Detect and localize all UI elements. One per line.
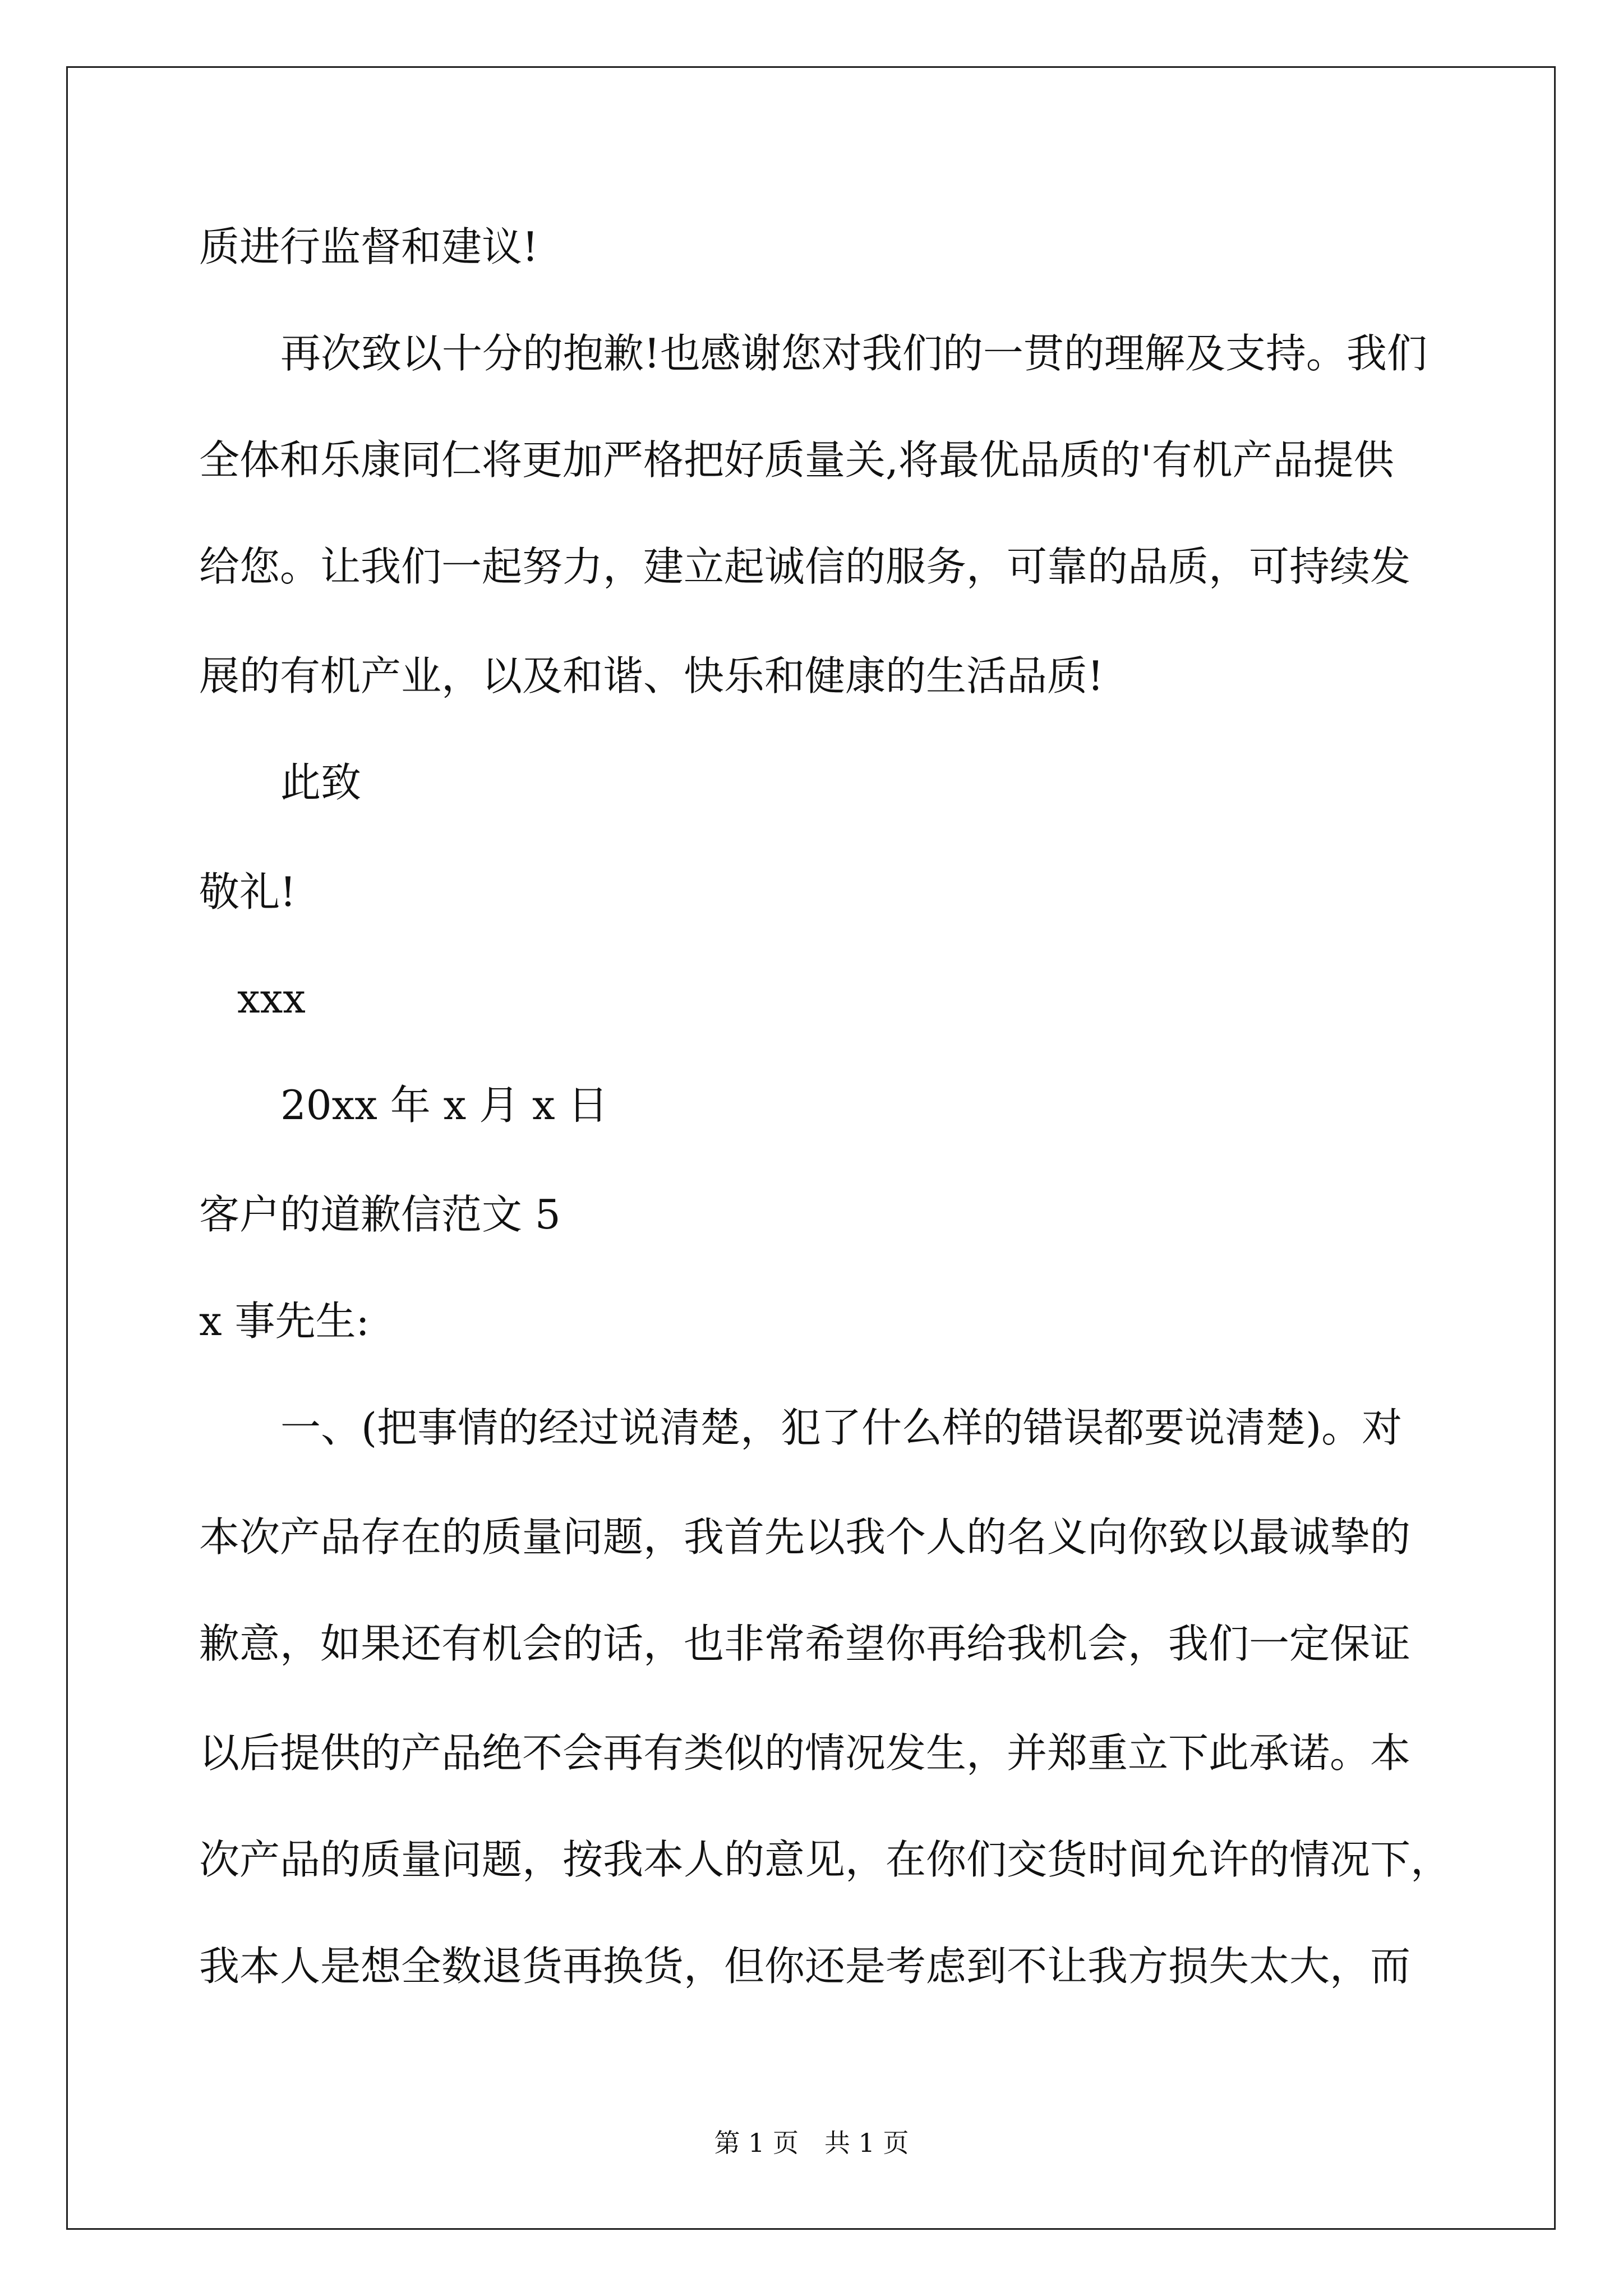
text-line-16: 次产品的质量问题，按我本人的意见，在你们交货时间允许的情况下， <box>199 1836 1451 1883</box>
page-border <box>66 66 1556 2230</box>
section-title: 客户的道歉信范文 5 <box>199 1191 561 1238</box>
closing-salutation: 此致 <box>280 759 362 806</box>
page-number-footer: 第 1 页 共 1 页 <box>714 2128 909 2158</box>
text-line-3: 全体和乐康同仁将更加严格把好质量关,将最优品质的'有机产品提供 <box>199 436 1394 484</box>
text-line-14: 歉意，如果还有机会的话，也非常希望你再给我机会，我们一定保证 <box>199 1620 1411 1667</box>
text-line-15: 以后提供的产品绝不会再有类似的情况发生，并郑重立下此承诺。本 <box>199 1729 1411 1777</box>
date-line: 20xx 年 x 月 x 日 <box>280 1082 608 1129</box>
signature: xxx <box>237 975 306 1022</box>
text-line-17: 我本人是想全数退货再换货，但你还是考虑到不让我方损失太大，而 <box>199 1943 1411 1990</box>
recipient-greeting: x 事先生: <box>199 1297 370 1345</box>
text-line-1: 质进行监督和建议! <box>199 223 538 270</box>
closing-regards: 敬礼! <box>199 868 296 915</box>
text-line-12: 一、(把事情的经过说清楚，犯了什么样的错误都要说清楚)。对 <box>280 1404 1403 1451</box>
text-line-4: 给您。让我们一起努力，建立起诚信的服务，可靠的品质，可持续发 <box>199 543 1411 590</box>
text-line-2: 再次致以十分的抱歉!也感谢您对我们的一贯的理解及支持。我们 <box>280 330 1427 377</box>
text-line-13: 本次产品存在的质量问题，我首先以我个人的名义向你致以最诚挚的 <box>199 1513 1411 1561</box>
text-line-5: 展的有机产业，以及和谐、快乐和健康的生活品质! <box>199 652 1104 700</box>
